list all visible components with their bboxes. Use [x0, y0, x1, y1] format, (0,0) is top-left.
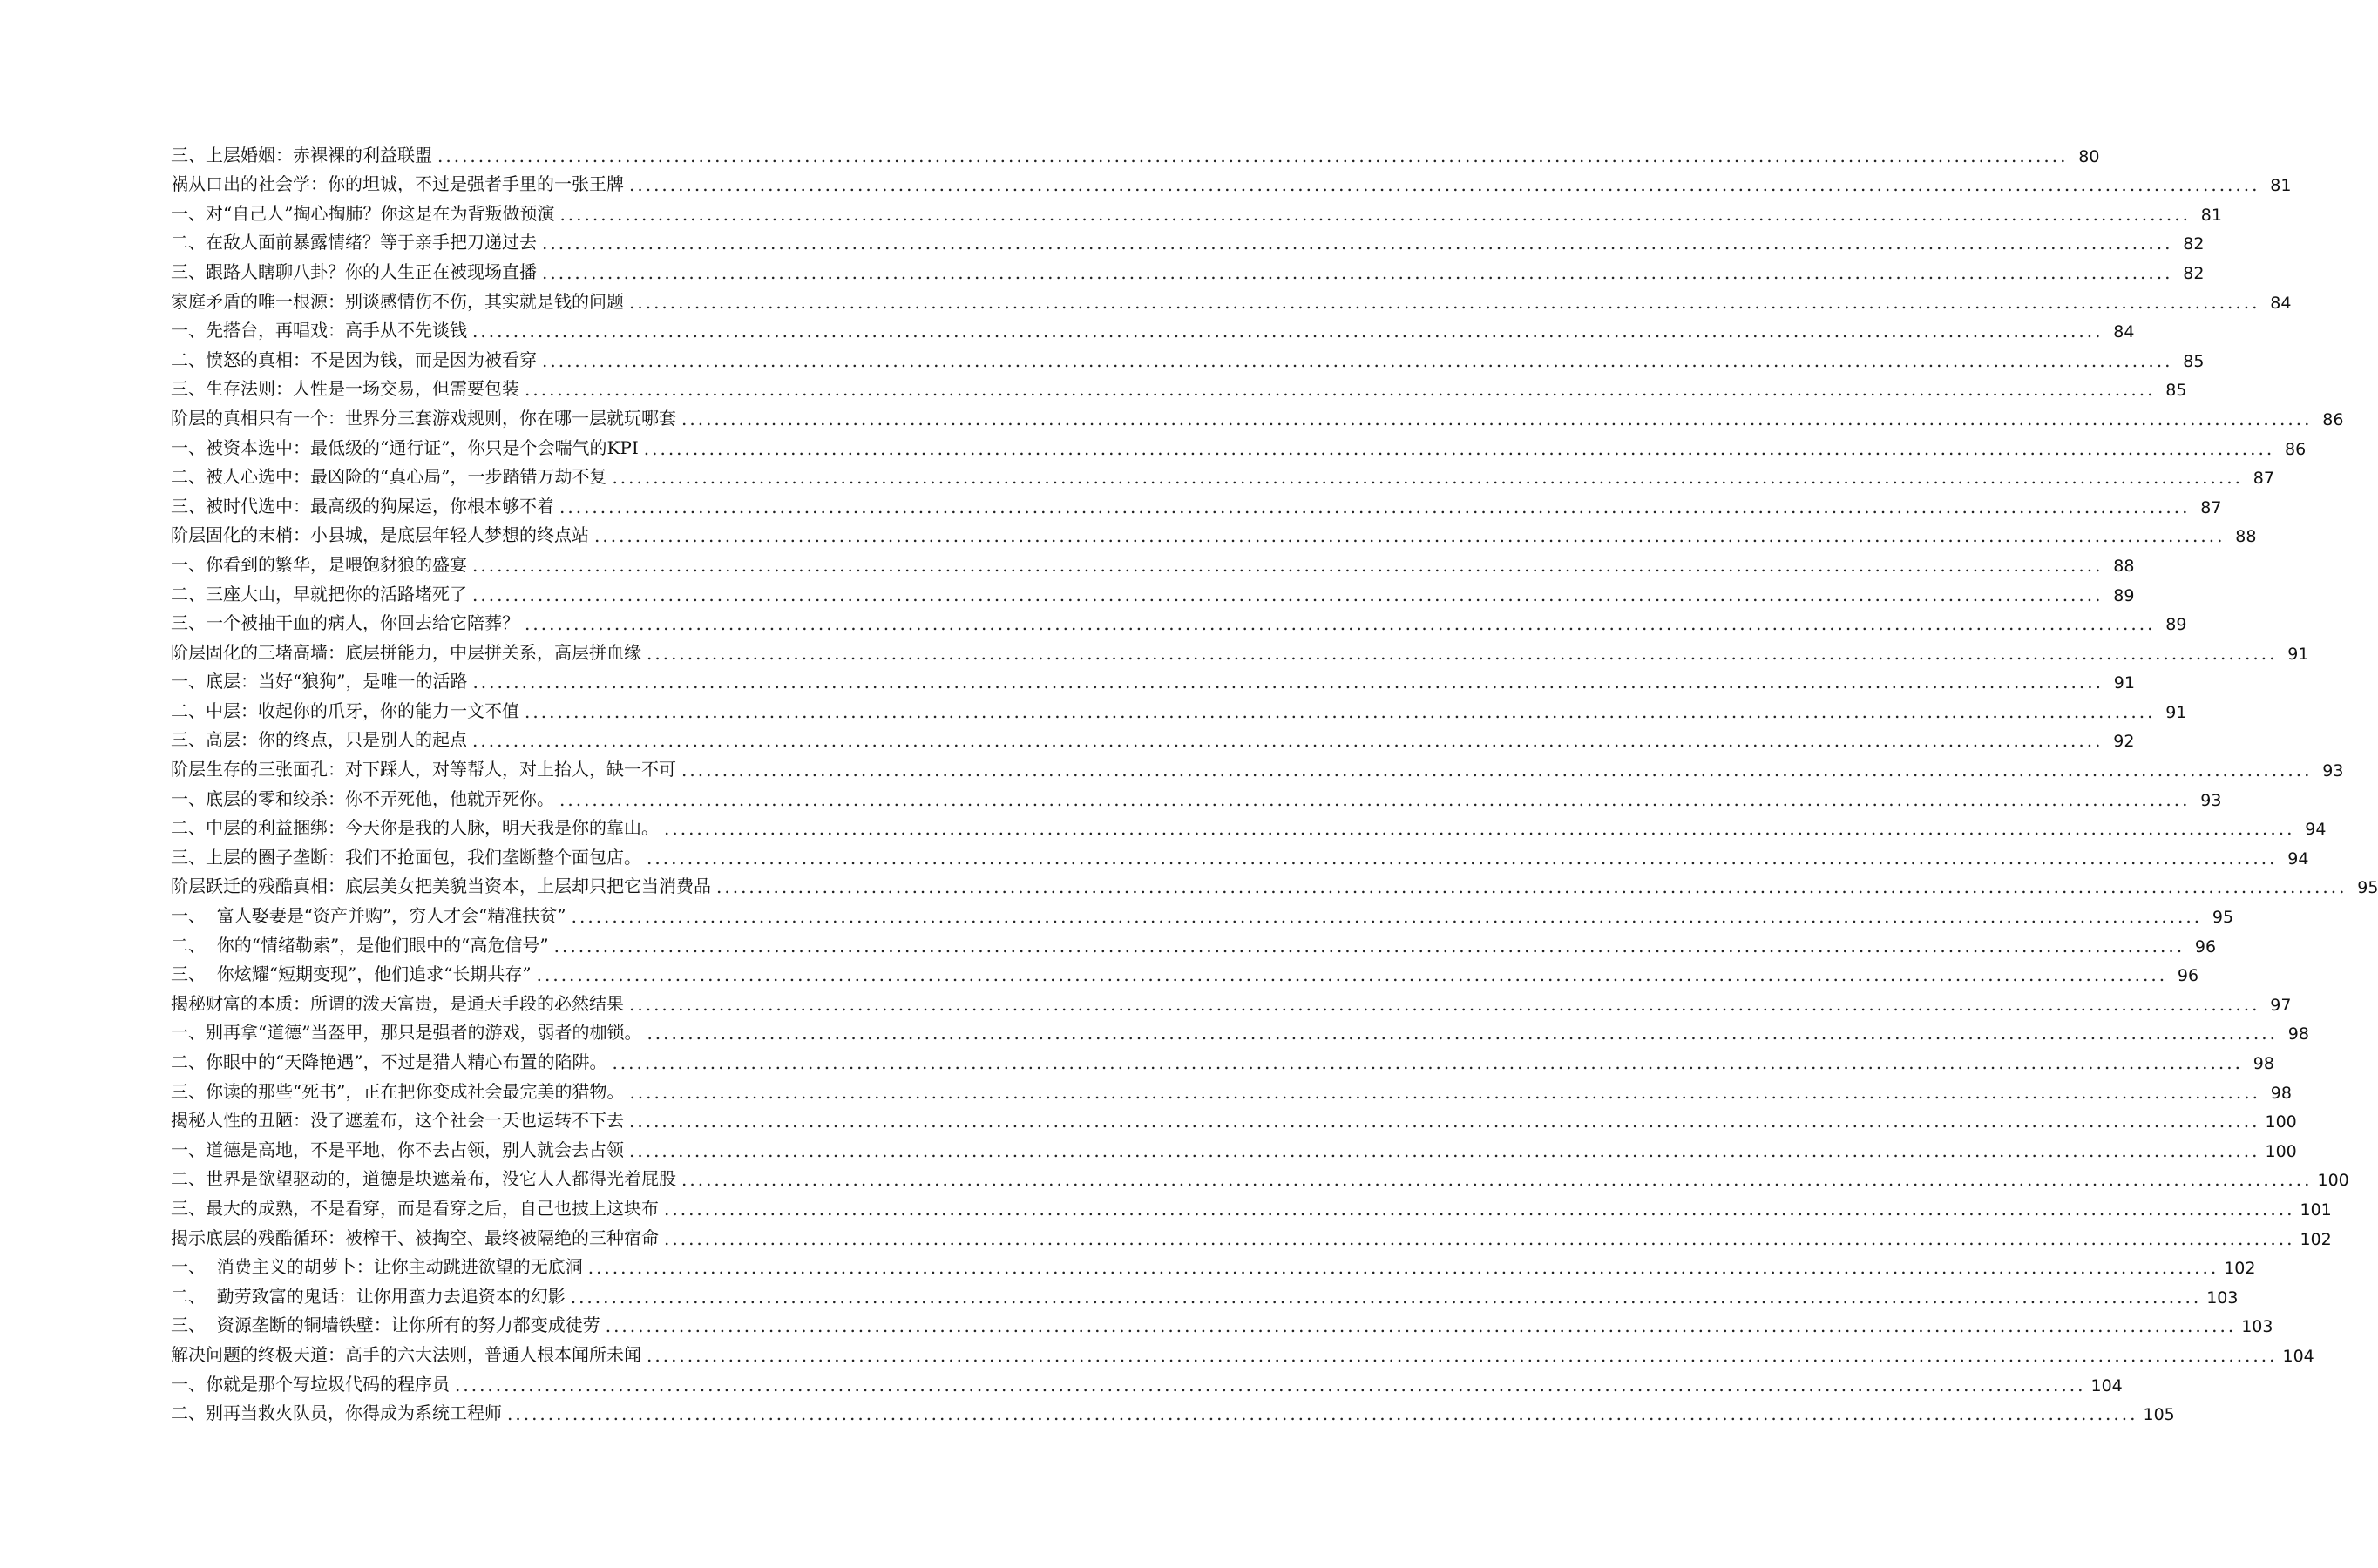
toc-entry-title: 三、高层：你的终点，只是别人的起点 [171, 729, 467, 751]
toc-entry [171, 1132, 2297, 1161]
table-of-contents [171, 137, 2378, 1425]
toc-entry-page: 100 [2265, 1141, 2297, 1161]
toc-entry [171, 956, 2199, 986]
toc-entry-title: 三、生存法则：人性是一场交易，但需要包装 [171, 378, 519, 400]
toc-leader-dots: ........................................................................................................................................................................................................ [681, 1169, 2313, 1191]
toc-entry-title: 二、中层的利益捆绑：今天你是我的人脉，明天我是你的靠山。 [171, 817, 659, 839]
toc-entry-title: 一、 消费主义的胡萝卜：让你主动跳进欲望的无底洞 [171, 1256, 583, 1278]
toc-entry-title: 三、被时代选中：最高级的狗屎运，你根本够不着 [171, 495, 554, 517]
toc-entry [171, 634, 2309, 664]
toc-entry [171, 810, 2327, 840]
toc-leader-dots: ........................................................................................................................................................................................................ [472, 554, 2104, 576]
toc-entry-title: 三、跟路人瞎聊八卦？你的人生正在被现场直播 [171, 260, 537, 282]
toc-entry-page: 85 [2165, 381, 2187, 401]
toc-entry-page: 88 [2113, 556, 2135, 576]
toc-leader-dots: ........................................................................................................................................................................................................ [455, 1374, 2086, 1396]
toc-entry [171, 605, 2187, 635]
toc-entry [171, 371, 2187, 401]
toc-leader-dots: ........................................................................................................................................................................................................ [643, 437, 2275, 459]
toc-entry-title: 一、你看到的繁华，是喂饱豺狼的盛宴 [171, 553, 467, 575]
toc-leader-dots: ........................................................................................................................................................................................................ [472, 321, 2104, 342]
toc-entry-page: 85 [2183, 351, 2205, 371]
toc-leader-dots: ........................................................................................................................................................................................................ [472, 584, 2104, 605]
toc-entry-page: 88 [2235, 527, 2257, 547]
toc-leader-dots: ........................................................................................................................................................................................................ [559, 203, 2191, 225]
toc-entry [171, 1278, 2239, 1308]
toc-leader-dots: ........................................................................................................................................................................................................ [629, 291, 2260, 313]
toc-leader-dots: ........................................................................................................................................................................................................ [553, 935, 2185, 956]
toc-entry-page: 82 [2183, 263, 2205, 283]
toc-leader-dots: ........................................................................................................................................................................................................ [664, 818, 2295, 840]
toc-entry [171, 400, 2344, 429]
toc-leader-dots: ........................................................................................................................................................................................................ [542, 233, 2173, 254]
toc-entry [171, 341, 2205, 371]
toc-entry-title: 祸从口出的社会学：你的坦诚，不过是强者手里的一张王牌 [171, 173, 624, 195]
toc-entry-page: 96 [2194, 936, 2217, 956]
toc-entry-title: 一、先搭台，再唱戏：高手从不先谈钱 [171, 320, 467, 341]
toc-entry-title: 揭秘财富的本质：所谓的泼天富贵，是通天手段的必然结果 [171, 992, 624, 1014]
toc-leader-dots: ........................................................................................................................................................................................................ [647, 847, 2278, 868]
toc-entry-title: 二、 勤劳致富的鬼话：让你用蛮力去追资本的幻影 [171, 1285, 566, 1307]
toc-entry-page: 95 [2357, 878, 2378, 898]
toc-entry-page: 93 [2322, 761, 2344, 781]
toc-entry-page: 97 [2270, 995, 2292, 1015]
toc-entry-page: 105 [2143, 1405, 2175, 1425]
toc-entry [171, 137, 2100, 166]
toc-entry [171, 283, 2292, 313]
toc-entry [171, 1336, 2314, 1366]
toc-leader-dots: ........................................................................................................................................................................................................ [570, 1286, 2202, 1308]
toc-entry-page: 103 [2206, 1288, 2239, 1308]
toc-entry [171, 225, 2205, 254]
toc-entry-page: 89 [2165, 615, 2187, 635]
toc-leader-dots: ........................................................................................................................................................................................................ [629, 1111, 2260, 1132]
toc-entry [171, 1396, 2175, 1425]
toc-entry [171, 488, 2222, 517]
toc-entry-page: 93 [2200, 790, 2222, 810]
toc-entry [171, 517, 2257, 547]
toc-entry [171, 1366, 2123, 1396]
toc-entry-title: 阶层的真相只有一个：世界分三套游戏规则，你在哪一层就玩哪套 [171, 407, 676, 429]
toc-entry-title: 阶层生存的三张面孔：对下踩人，对等帮人，对上抬人，缺一不可 [171, 759, 676, 781]
toc-entry-page: 103 [2241, 1317, 2273, 1337]
toc-entry-page: 81 [2200, 205, 2222, 225]
toc-entry-title: 三、上层婚姻：赤裸裸的利益联盟 [171, 144, 432, 166]
toc-entry-page: 98 [2253, 1054, 2274, 1073]
toc-leader-dots: ........................................................................................................................................................................................................ [559, 496, 2191, 517]
toc-entry [171, 195, 2222, 225]
toc-entry-page: 81 [2270, 176, 2292, 196]
toc-entry-title: 三、 资源垄断的铜墙铁壁：让你所有的努力都变成徒劳 [171, 1315, 600, 1336]
toc-leader-dots: ........................................................................................................................................................................................................ [437, 145, 2069, 166]
toc-leader-dots: ........................................................................................................................................................................................................ [542, 349, 2173, 371]
toc-entry-title: 一、被资本选中：最低级的“通行证”，你只是个会喘气的KPI [171, 436, 639, 458]
toc-entry-title: 解决问题的终极天道：高手的六大法则，普通人根本闻所未闻 [171, 1343, 641, 1365]
toc-entry-title: 三、一个被抽干血的病人，你回去给它陪葬？ [171, 612, 519, 634]
toc-entry [171, 1190, 2332, 1220]
toc-entry-title: 三、上层的圈子垄断：我们不抢面包，我们垄断整个面包店。 [171, 846, 641, 868]
toc-entry-page: 100 [2265, 1112, 2297, 1132]
toc-leader-dots: ........................................................................................................................................................................................................ [664, 1227, 2295, 1249]
toc-entry-title: 阶层跃迁的残酷真相：底层美女把美貌当资本，上层却只把它当消费品 [171, 875, 711, 897]
toc-entry [171, 839, 2309, 868]
toc-leader-dots: ........................................................................................................................................................................................................ [571, 906, 2203, 928]
toc-entry-title: 三、你读的那些“死书”，正在把你变成社会最完美的猎物。 [171, 1080, 625, 1102]
toc-leader-dots: ........................................................................................................................................................................................................ [525, 613, 2156, 635]
toc-entry-title: 二、你眼中的“天降艳遇”，不过是猎人精心布置的陷阱。 [171, 1051, 607, 1072]
toc-entry [171, 166, 2292, 196]
toc-entry-page: 82 [2183, 234, 2205, 254]
toc-leader-dots: ........................................................................................................................................................................................................ [629, 1139, 2260, 1161]
toc-leader-dots: ........................................................................................................................................................................................................ [612, 467, 2243, 489]
toc-leader-dots: ........................................................................................................................................................................................................ [629, 174, 2260, 196]
toc-entry-page: 87 [2200, 497, 2222, 517]
toc-entry [171, 1249, 2256, 1279]
toc-entry-title: 三、 你炫耀“短期变现”，他们追求“长期共存” [171, 963, 532, 985]
toc-entry-page: 95 [2212, 908, 2234, 928]
toc-entry-title: 揭秘人性的丑陋：没了遮羞布，这个社会一天也运转不下去 [171, 1110, 624, 1132]
toc-entry-title: 二、中层：收起你的爪牙，你的能力一文不值 [171, 700, 519, 721]
toc-entry-title: 一、底层：当好“狼狗”，是唯一的活路 [171, 671, 468, 693]
toc-entry [171, 868, 2378, 898]
toc-entry-page: 91 [2287, 644, 2309, 664]
toc-entry-title: 一、你就是那个写垃圾代码的程序员 [171, 1373, 450, 1395]
toc-leader-dots: ........................................................................................................................................................................................................ [559, 788, 2191, 810]
toc-entry-title: 三、最大的成熟，不是看穿，而是看穿之后，自己也披上这块布 [171, 1197, 659, 1219]
toc-entry-title: 二、被人心选中：最凶险的“真心局”，一步踏错万劫不复 [171, 466, 607, 488]
toc-entry-page: 98 [2287, 1024, 2309, 1044]
toc-leader-dots: ........................................................................................................................................................................................................ [681, 760, 2313, 781]
toc-entry-title: 一、对“自己人”掏心掏肺？你这是在为背叛做预演 [171, 202, 555, 224]
toc-leader-dots: ........................................................................................................................................................................................................ [612, 1052, 2243, 1073]
toc-entry-page: 104 [2090, 1375, 2123, 1396]
toc-entry-page: 94 [2287, 848, 2309, 868]
toc-leader-dots: ........................................................................................................................................................................................................ [525, 700, 2156, 722]
toc-entry-title: 二、三座大山，早就把你的活路堵死了 [171, 583, 467, 605]
toc-entry-page: 91 [2113, 673, 2135, 693]
toc-entry-page: 100 [2317, 1171, 2349, 1191]
toc-leader-dots: ........................................................................................................................................................................................................ [507, 1403, 2138, 1425]
toc-entry-page: 86 [2285, 439, 2307, 459]
toc-entry [171, 313, 2135, 342]
toc-entry [171, 1103, 2297, 1132]
toc-entry [171, 576, 2135, 605]
toc-leader-dots: ........................................................................................................................................................................................................ [472, 730, 2104, 752]
toc-entry-title: 阶层固化的三堵高墙：底层拼能力，中层拼关系，高层拼血缘 [171, 641, 641, 663]
toc-entry-page: 91 [2165, 702, 2187, 722]
toc-entry [171, 751, 2344, 781]
toc-entry-title: 家庭矛盾的唯一根源：别谈感情伤不伤，其实就是钱的问题 [171, 290, 624, 312]
toc-entry [171, 664, 2135, 693]
toc-leader-dots: ........................................................................................................................................................................................................ [536, 964, 2168, 986]
toc-leader-dots: ........................................................................................................................................................................................................ [472, 672, 2104, 693]
toc-entry-title: 揭示底层的残酷循环：被榨干、被掏空、最终被隔绝的三种宿命 [171, 1227, 659, 1248]
toc-entry-page: 84 [2113, 322, 2135, 342]
toc-entry-title: 一、道德是高地，不是平地，你不去占领，别人就会去占领 [171, 1139, 624, 1160]
toc-entry-page: 98 [2270, 1083, 2292, 1103]
toc-entry-page: 102 [2224, 1259, 2256, 1279]
toc-entry [171, 985, 2292, 1015]
toc-entry [171, 722, 2135, 752]
toc-entry-page: 96 [2177, 966, 2199, 986]
toc-entry [171, 781, 2222, 810]
toc-leader-dots: ........................................................................................................................................................................................................ [587, 1257, 2219, 1279]
toc-entry-title: 一、别再拿“道德”当盔甲，那只是强者的游戏，弱者的枷锁。 [171, 1022, 642, 1044]
toc-leader-dots: ........................................................................................................................................................................................................ [594, 525, 2226, 547]
toc-entry [171, 1044, 2274, 1073]
toc-entry-title: 二、别再当救火队员，你得成为系统工程师 [171, 1402, 502, 1424]
toc-entry-title: 一、 富人娶妻是“资产并购”，穷人才会“精准扶贫” [171, 905, 566, 927]
toc-entry-page: 102 [2300, 1229, 2332, 1249]
toc-entry-page: 86 [2322, 409, 2344, 429]
toc-entry [171, 693, 2187, 722]
toc-entry [171, 253, 2205, 283]
toc-leader-dots: ........................................................................................................................................................................................................ [525, 379, 2156, 401]
toc-leader-dots: ........................................................................................................................................................................................................ [647, 642, 2278, 664]
toc-entry-title: 二、在敌人面前暴露情绪？等于亲手把刀递过去 [171, 232, 537, 253]
toc-entry [171, 546, 2135, 576]
toc-leader-dots: ........................................................................................................................................................................................................ [664, 1198, 2295, 1220]
toc-entry [171, 1220, 2332, 1249]
toc-entry-page: 94 [2305, 820, 2327, 840]
toc-entry [171, 897, 2234, 928]
toc-entry [171, 927, 2217, 956]
toc-entry-page: 80 [2078, 146, 2100, 166]
toc-leader-dots: ........................................................................................................................................................................................................ [629, 1081, 2260, 1103]
toc-leader-dots: ........................................................................................................................................................................................................ [605, 1315, 2237, 1337]
toc-leader-dots: ........................................................................................................................................................................................................ [542, 261, 2173, 283]
toc-entry [171, 1308, 2273, 1337]
toc-leader-dots: ........................................................................................................................................................................................................ [647, 1023, 2278, 1044]
toc-entry-title: 二、世界是欲望驱动的，道德是块遮羞布，没它人人都得光着屁股 [171, 1168, 676, 1190]
toc-entry-page: 84 [2270, 293, 2292, 313]
toc-entry-title: 阶层固化的末梢：小县城，是底层年轻人梦想的终点站 [171, 524, 589, 546]
toc-entry [171, 1161, 2349, 1191]
toc-entry-page: 89 [2113, 585, 2135, 605]
toc-entry-page: 92 [2113, 732, 2135, 752]
toc-entry-page: 101 [2300, 1200, 2332, 1220]
toc-leader-dots: ........................................................................................................................................................................................................ [716, 876, 2348, 898]
toc-leader-dots: ........................................................................................................................................................................................................ [629, 993, 2260, 1015]
toc-entry [171, 1015, 2309, 1044]
toc-entry-title: 二、愤怒的真相：不是因为钱，而是因为被看穿 [171, 348, 537, 370]
toc-entry-page: 104 [2282, 1346, 2314, 1366]
toc-entry-title: 二、 你的“情绪勒索”，是他们眼中的“高危信号” [171, 934, 549, 956]
toc-leader-dots: ........................................................................................................................................................................................................ [647, 1344, 2278, 1366]
toc-entry-page: 87 [2253, 469, 2274, 489]
toc-entry [171, 1073, 2292, 1103]
toc-entry [171, 429, 2307, 459]
toc-entry [171, 459, 2274, 489]
toc-leader-dots: ........................................................................................................................................................................................................ [681, 408, 2313, 429]
toc-entry-title: 一、底层的零和绞杀：你不弄死他，他就弄死你。 [171, 787, 554, 809]
